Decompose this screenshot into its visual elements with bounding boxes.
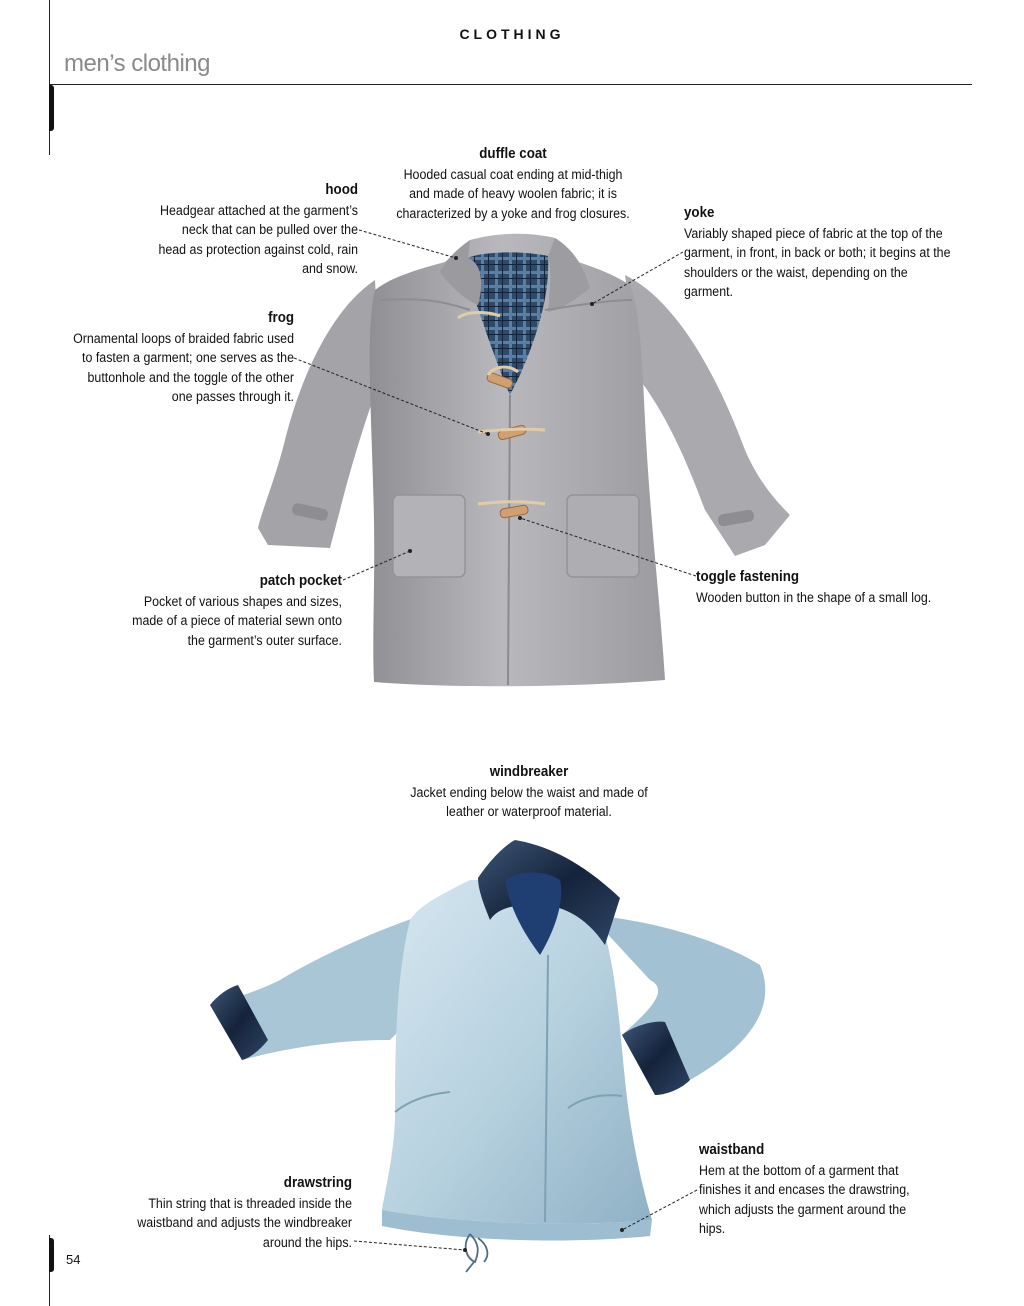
frog-label [64, 309, 294, 407]
toggle-fastening-term: toggle fastening [696, 569, 800, 585]
frog-desc: Ornamental loops of braided fabric used to fasten a garment; one serves as the buttonhole and the toggle of the other one passes through it. [73, 330, 295, 405]
toggle-fastening-desc: Wooden button in the shape of a small log. [696, 589, 932, 605]
waistband-term: waistband [699, 1142, 765, 1158]
drawstring-desc: Thin string that is threaded inside the waistband and adjusts the windbreaker around the hips. [137, 1195, 352, 1250]
patch-pocket-label [130, 572, 342, 650]
waistband-label [699, 1141, 920, 1239]
frog-term: frog [268, 310, 294, 326]
hood-desc: Headgear attached at the garment’s neck that can be pulled over the head as protection against cold, rain and snow. [158, 202, 358, 277]
waistband-desc: Hem at the bottom of a garment that finishes it and encases the drawstring, which adjusts the garment around the hips. [699, 1162, 910, 1237]
windbreaker-label [408, 763, 649, 822]
hood-label [154, 181, 358, 279]
patch-pocket-term: patch pocket [259, 573, 342, 589]
jacket-drawstring [466, 1234, 488, 1272]
yoke-term: yoke [684, 205, 715, 221]
patch-pocket-desc: Pocket of various shapes and sizes, made of a piece of material sewn onto the garment’s outer surface. [132, 593, 342, 648]
duffle-coat-desc: Hooded casual coat ending at mid-thigh and made of heavy woolen fabric; it is characterized by a yoke and frog closures. [396, 166, 630, 221]
yoke-desc: Variably shaped piece of fabric at the top of the garment, in front, in back or both; it begins at the shoulders or the waist, depending on the garment. [684, 225, 951, 300]
duffle-coat-label [394, 145, 631, 223]
coat-right-pocket [567, 495, 639, 577]
hood-term: hood [325, 182, 358, 198]
page-subtitle: men’s clothing [64, 50, 210, 77]
windbreaker-desc: Jacket ending below the waist and made of leather or waterproof material. [410, 784, 648, 820]
section-title: CLOTHING [459, 26, 565, 42]
drawstring-term: drawstring [283, 1175, 352, 1191]
page-number: 54 [66, 1252, 81, 1267]
coat-left-pocket [393, 495, 465, 577]
windbreaker-term: windbreaker [489, 764, 569, 780]
drawstring-label [135, 1174, 352, 1252]
toggle-fastening-label [696, 568, 963, 607]
yoke-label [684, 204, 953, 302]
duffle-coat-term: duffle coat [479, 146, 547, 162]
